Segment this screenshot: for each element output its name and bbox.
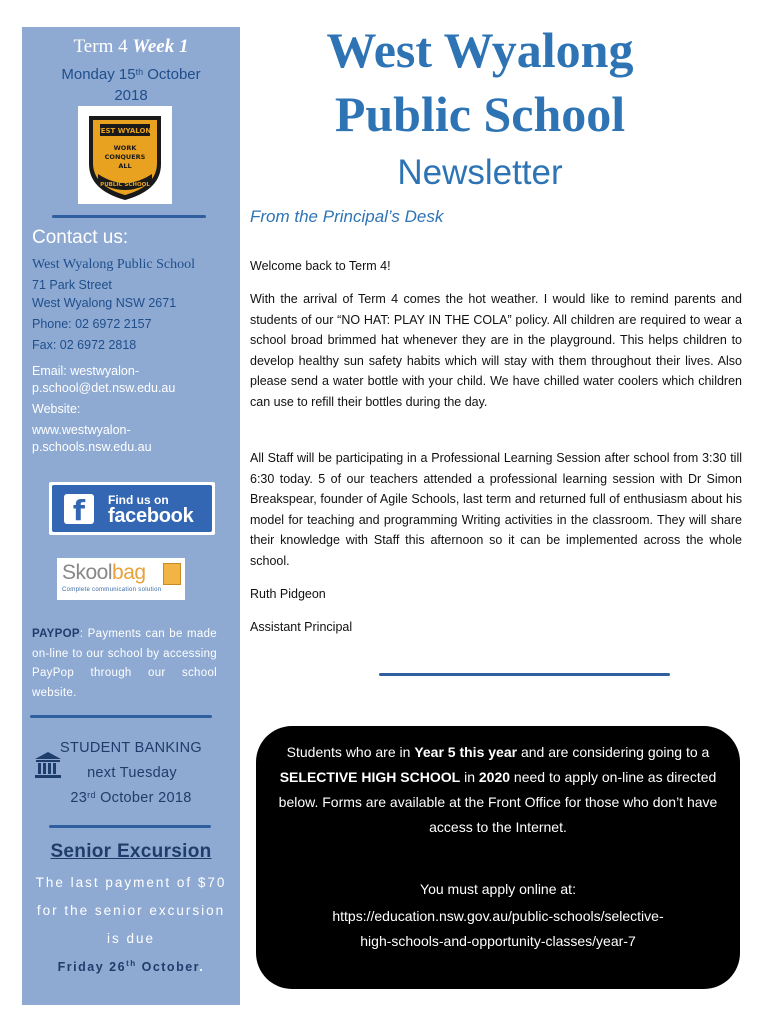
phone: Phone: 02 6972 2157 [32, 317, 152, 331]
selective-school-notice: Students who are in Year 5 this year and are considering going to a SELECTIVE HIGH SCHOOL in 2020 need to apply on-line as directed below. Forms are available at the Front Office for those who don’t have access to the Internet. You must apply online at: https://education.nsw.gov.au/public-schools/selective- high-schools-and-opportunity-classes/year-7 [256, 726, 740, 989]
bag-icon [163, 563, 181, 585]
skoolbag-badge[interactable]: Skoolbag Complete communication solution [57, 558, 185, 600]
newsletter-subtitle: Newsletter [397, 153, 563, 192]
issue-date: Monday 15th October 2018 [61, 66, 201, 104]
contact-heading: Contact us: [32, 227, 129, 248]
school-title: West Wyalong Public School [326, 22, 634, 142]
address-line2: West Wyalong NSW 2671 [32, 296, 177, 310]
address-line1: 71 Park Street [32, 278, 112, 292]
apply-url-line1[interactable]: https://education.nsw.gov.au/public-schools/selective- [332, 908, 664, 924]
apply-url-line2[interactable]: high-schools-and-opportunity-classes/year-7 [360, 933, 636, 949]
divider [52, 215, 206, 218]
svg-text:PUBLIC SCHOOL: PUBLIC SCHOOL [100, 182, 150, 188]
sidebar [22, 27, 240, 1005]
school-name: West Wyalong Public School [32, 257, 196, 272]
divider [49, 825, 211, 828]
paypop-note: PAYPOP: Payments can be made on-line to our school by accessing PayPop through our school website. [32, 628, 217, 699]
senior-excursion-text: The last payment of $70 for the senior excursion is due Friday 26th October. [35, 875, 227, 974]
signature-role: Assistant Principal [250, 620, 353, 634]
email-link[interactable]: p.school@det.nsw.edu.au [32, 381, 176, 395]
signature-name: Ruth Pidgeon [250, 587, 326, 601]
svg-text:CONQUERS: CONQUERS [104, 153, 146, 161]
facebook-badge[interactable]: f Find us on facebook [49, 482, 215, 535]
paragraph-welcome: Welcome back to Term 4! [250, 259, 391, 273]
paragraph-hat-policy: With the arrival of Term 4 comes the hot weather. I would like to remind parents and students of our “NO HAT: PLAY IN THE COLA” policy. All children are required to wear a school broad brimmed hat whenever they are in the playground. This helps children to develop healthy sun safety habits which will stay with them throughout their lives. Also please send a water bottle with your child. We have chilled water coolers which children can use to refill their bottles during the day. [250, 292, 742, 409]
svg-text:WORK: WORK [113, 144, 137, 152]
website-link[interactable]: p.schools.nsw.edu.au [32, 440, 152, 454]
svg-text:ALL: ALL [118, 162, 132, 170]
divider [30, 715, 212, 718]
article-heading: From the Principal’s Desk [250, 207, 444, 226]
website-line1[interactable]: www.westwyalon- [32, 423, 131, 437]
email-line1: Email: westwyalon- [32, 364, 139, 378]
week-label: Week 1 [132, 36, 189, 57]
website-label: Website: [32, 402, 81, 416]
facebook-icon: f [64, 494, 94, 524]
fax: Fax: 02 6972 2818 [32, 338, 137, 352]
divider [379, 673, 670, 676]
student-banking: STUDENT BANKING next Tuesday 23rd October 2018 [59, 740, 202, 806]
term-week: Term 4 Week 1 [73, 36, 189, 57]
senior-excursion-heading: Senior Excursion [50, 841, 212, 862]
paragraph-staff-learning: All Staff will be participating in a Professional Learning Session after school from 3:30 till 6:30 today. 5 of our teachers attended a professional learning session with Dr Simon Breakspear, founder of Agile Schools, last term and returned full of enthusiasm about his model for teaching and programming Writing activities in the classroom. They will share their knowledge with Staff this afternoon so it can be implemented across the whole school. [250, 451, 742, 568]
school-logo [78, 106, 172, 204]
svg-text:WEST WYALONG: WEST WYALONG [92, 127, 158, 135]
apply-online-label: You must apply online at: [420, 881, 576, 897]
